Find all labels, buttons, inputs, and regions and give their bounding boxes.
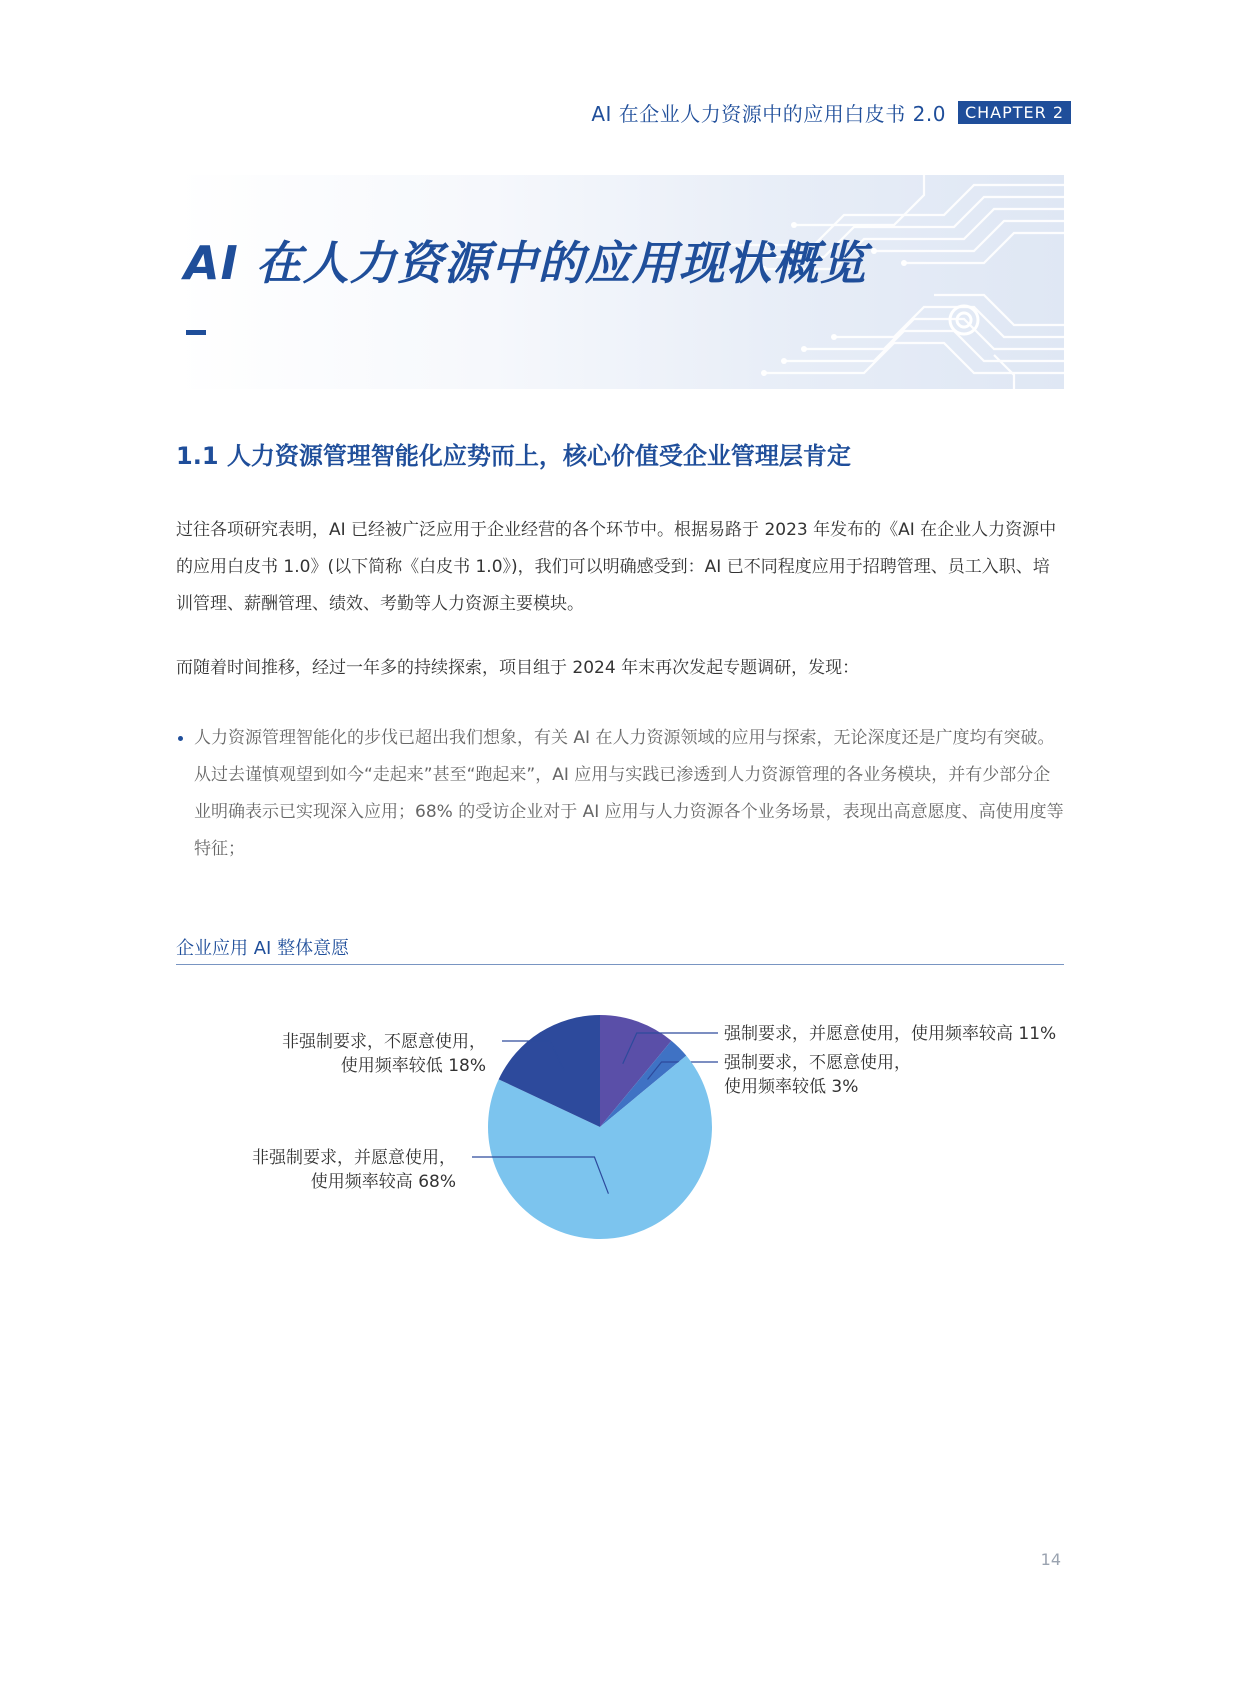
slice-label-1-1: 使用频率较低 3% — [724, 1077, 859, 1097]
bullet-dot-icon — [178, 736, 183, 741]
body-paragraph-2: 而随着时间推移，经过一年多的持续探索，项目组于 2024 年末再次发起专题调研，发现： — [176, 658, 860, 678]
pie-chart — [176, 975, 1064, 1275]
section-heading: 1.1 人力资源管理智能化应势而上，核心价值受企业管理层肯定 — [176, 442, 851, 470]
chapter-title: AI 在人力资源中的应用现状概览 — [184, 236, 867, 290]
figure-caption: 企业应用 AI 整体意愿 — [176, 938, 350, 959]
slice-label-2-1: 使用频率较高 68% — [310, 1172, 456, 1192]
document-title: AI 在企业人力资源中的应用白皮书 2.0 — [591, 101, 946, 126]
body-paragraph-1: 过往各项研究表明，AI 已经被广泛应用于企业经营的各个环节中。根据易路于 2023 年发布的《AI 在企业人力资源中的应用白皮书 1.0》(以下简称《白皮书 1.0》)，我们可以明确感受到：AI 已不同程度应用于招聘管理、员工入职、培训管理、薪酬管理、绩效、考勤等人力资源主要模块。 — [176, 520, 1057, 614]
chapter-tag: CHAPTER 2 — [958, 101, 1071, 124]
slice-label-0-0: 强制要求，并愿意使用，使用频率较高 11% — [724, 1024, 1057, 1044]
bullet-text: 人力资源管理智能化的步伐已超出我们想象，有关 AI 在人力资源领域的应用与探索，无论深度还是广度均有突破。从过去谨慎观望到如今“走起来”甚至“跑起来”，AI 应用与实践已渗透到人力资源管理的各业务模块，并有少部分企业明确表示已实现深入应用；68% 的受访企业对于 AI 应用与人力资源各个业务场景，表现出高意愿度、高使用度等特征； — [194, 728, 1064, 859]
title-dash — [186, 330, 206, 335]
pie-chart-area — [176, 975, 1064, 1275]
chapter-banner — [176, 175, 1064, 389]
bullet-item — [176, 720, 1066, 868]
slice-label-3-1: 使用频率较低 18% — [340, 1056, 486, 1076]
slice-label-3-0: 非强制要求，不愿意使用， — [282, 1032, 486, 1052]
slice-label-1-0: 强制要求，不愿意使用， — [724, 1053, 911, 1073]
slice-label-2-0: 非强制要求，并愿意使用， — [252, 1148, 456, 1168]
page-number: 14 — [1040, 1550, 1061, 1569]
running-header — [591, 100, 1071, 124]
caption-rule — [176, 964, 1064, 965]
